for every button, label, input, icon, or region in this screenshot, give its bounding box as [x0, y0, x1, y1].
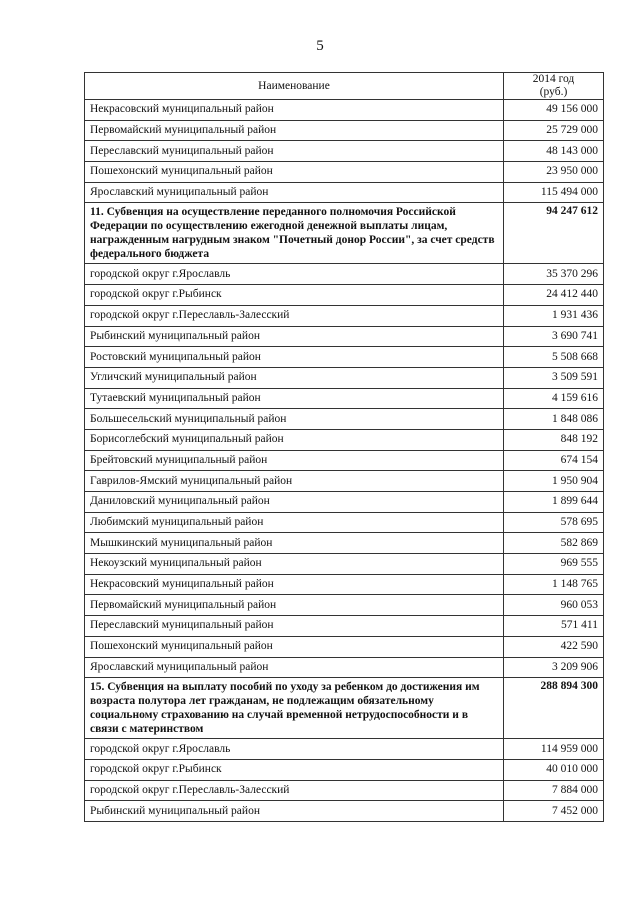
- section-amount: 94 247 612: [504, 203, 604, 264]
- row-name: Большесельский муниципальный район: [85, 409, 504, 430]
- row-amount: 23 950 000: [504, 162, 604, 183]
- row-name: Первомайский муниципальный район: [85, 595, 504, 616]
- row-name: Ярославский муниципальный район: [85, 657, 504, 678]
- table-row: [85, 574, 604, 595]
- row-name: Борисоглебский муниципальный район: [85, 429, 504, 450]
- row-amount: 48 143 000: [504, 141, 604, 162]
- row-name: Некрасовский муниципальный район: [85, 574, 504, 595]
- table-row: [85, 512, 604, 533]
- table-row: [85, 305, 604, 326]
- table-row: [85, 780, 604, 801]
- row-amount: 1 931 436: [504, 305, 604, 326]
- row-name: Переславский муниципальный район: [85, 141, 504, 162]
- row-amount: 674 154: [504, 450, 604, 471]
- row-name: Переславский муниципальный район: [85, 616, 504, 637]
- row-name: Первомайский муниципальный район: [85, 120, 504, 141]
- row-name: городской округ г.Ярославль: [85, 739, 504, 760]
- row-name: городской округ г.Переславль-Залесский: [85, 780, 504, 801]
- row-amount: 7 884 000: [504, 780, 604, 801]
- table-row: [85, 492, 604, 513]
- row-name: Угличский муниципальный район: [85, 367, 504, 388]
- section-title: 11. Субвенция на осуществление переданного полномочия Российской Федерации по осуществлению ежегодной денежной выплаты лицам, награжденным нагрудным знаком "Почетный донор России", за счет средств федерального бюджета: [85, 203, 504, 264]
- row-amount: 3 690 741: [504, 326, 604, 347]
- row-amount: 969 555: [504, 554, 604, 575]
- row-amount: 35 370 296: [504, 264, 604, 285]
- row-amount: 848 192: [504, 429, 604, 450]
- table-row: [85, 429, 604, 450]
- row-name: городской округ г.Рыбинск: [85, 285, 504, 306]
- table-row: [85, 554, 604, 575]
- row-name: городской округ г.Рыбинск: [85, 759, 504, 780]
- row-amount: 1 899 644: [504, 492, 604, 513]
- row-name: Мышкинский муниципальный район: [85, 533, 504, 554]
- table-row: [85, 347, 604, 368]
- row-name: Ярославский муниципальный район: [85, 182, 504, 203]
- row-name: Рыбинский муниципальный район: [85, 801, 504, 822]
- row-name: Тутаевский муниципальный район: [85, 388, 504, 409]
- table-row: [85, 471, 604, 492]
- row-amount: 1 848 086: [504, 409, 604, 430]
- table-row: [85, 326, 604, 347]
- row-name: Любимский муниципальный район: [85, 512, 504, 533]
- table-row: [85, 285, 604, 306]
- table-row: [85, 450, 604, 471]
- section-title: 15. Субвенция на выплату пособий по уходу за ребенком до достижения им возраста полутора лет гражданам, не подлежащим обязательному социальному страхованию на случай временной нетрудоспособности и в связи с материнством: [85, 678, 504, 739]
- row-name: Рыбинский муниципальный район: [85, 326, 504, 347]
- row-name: Пошехонский муниципальный район: [85, 162, 504, 183]
- table-row: [85, 533, 604, 554]
- row-name: Некрасовский муниципальный район: [85, 100, 504, 121]
- row-amount: 3 509 591: [504, 367, 604, 388]
- row-amount: 5 508 668: [504, 347, 604, 368]
- row-name: Гаврилов-Ямский муниципальный район: [85, 471, 504, 492]
- budget-table: [84, 72, 604, 822]
- row-amount: 24 412 440: [504, 285, 604, 306]
- section-row: [85, 203, 604, 264]
- row-name: Некоузский муниципальный район: [85, 554, 504, 575]
- row-amount: 960 053: [504, 595, 604, 616]
- row-name: городской округ г.Переславль-Залесский: [85, 305, 504, 326]
- row-amount: 114 959 000: [504, 739, 604, 760]
- table-row: [85, 759, 604, 780]
- table-row: [85, 801, 604, 822]
- table-row: [85, 616, 604, 637]
- row-amount: 1 148 765: [504, 574, 604, 595]
- section-row: [85, 678, 604, 739]
- row-amount: 115 494 000: [504, 182, 604, 203]
- row-amount: 40 010 000: [504, 759, 604, 780]
- table-row: [85, 595, 604, 616]
- row-name: городской округ г.Ярославль: [85, 264, 504, 285]
- table-row: [85, 182, 604, 203]
- row-amount: 582 869: [504, 533, 604, 554]
- table-row: [85, 100, 604, 121]
- table-row: [85, 367, 604, 388]
- row-name: Ростовский муниципальный район: [85, 347, 504, 368]
- table-row: [85, 162, 604, 183]
- row-name: Брейтовский муниципальный район: [85, 450, 504, 471]
- table-row: [85, 636, 604, 657]
- header-amount: 2014 год (руб.): [504, 73, 604, 100]
- table-header-row: [85, 73, 604, 100]
- row-amount: 422 590: [504, 636, 604, 657]
- header-name: Наименование: [85, 73, 504, 100]
- row-amount: 1 950 904: [504, 471, 604, 492]
- row-amount: 4 159 616: [504, 388, 604, 409]
- table-row: [85, 264, 604, 285]
- page-number: 5: [316, 38, 324, 54]
- row-amount: 571 411: [504, 616, 604, 637]
- row-amount: 3 209 906: [504, 657, 604, 678]
- row-amount: 578 695: [504, 512, 604, 533]
- row-amount: 25 729 000: [504, 120, 604, 141]
- table-row: [85, 388, 604, 409]
- table-row: [85, 657, 604, 678]
- row-name: Даниловский муниципальный район: [85, 492, 504, 513]
- table-row: [85, 739, 604, 760]
- row-name: Пошехонский муниципальный район: [85, 636, 504, 657]
- row-amount: 7 452 000: [504, 801, 604, 822]
- section-amount: 288 894 300: [504, 678, 604, 739]
- table-row: [85, 141, 604, 162]
- table-row: [85, 409, 604, 430]
- table-row: [85, 120, 604, 141]
- row-amount: 49 156 000: [504, 100, 604, 121]
